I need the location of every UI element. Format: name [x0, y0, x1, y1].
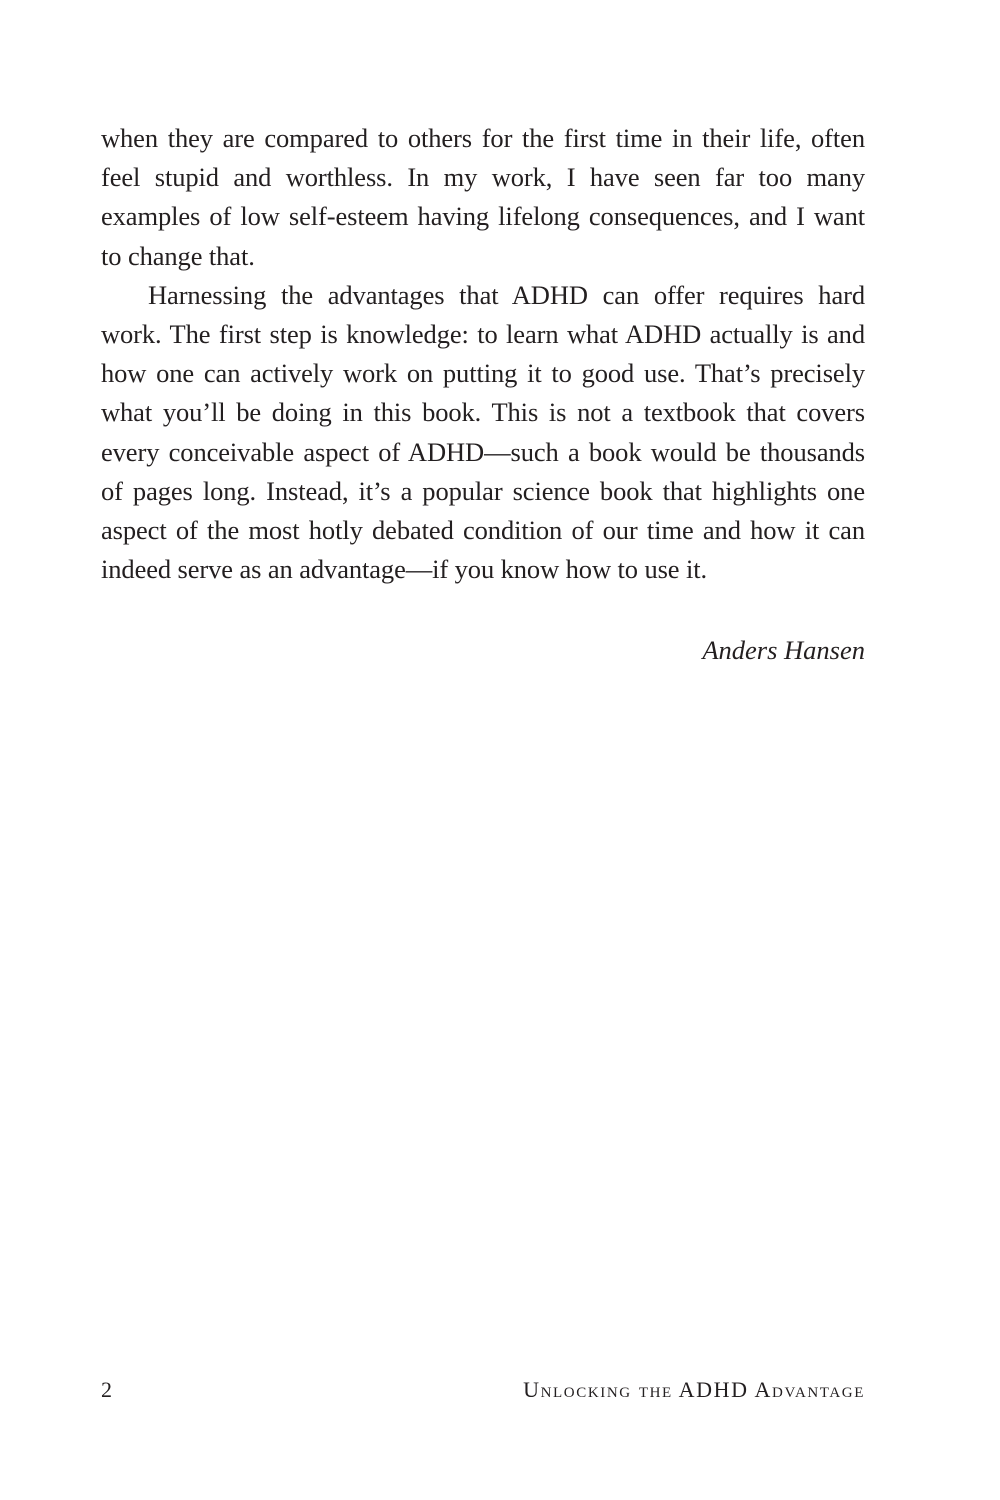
paragraph-continued: when they are compared to others for the first time in their life, often feel stupid and worthless. In my work, I have seen far too many examples of low self-esteem having lifelong consequences, and I want to change that. — [101, 123, 865, 271]
paragraph-harnessing: Harnessing the advantages that ADHD can offer requires hard work. The first step is knowledge: to learn what ADHD actually is and how one can actively work on putting it to good use. That’s precisely what you’ll be doing in this book. This is not a textbook that covers every conceivable aspect of ADHD—such a book would be thousands of pages long. Instead, it’s a popular science book that highlights one aspect of the most hotly debated condition of our time and how it can indeed serve as an advantage—if you know how to use it. — [101, 279, 865, 585]
author-signature: Anders Hansen — [702, 635, 865, 666]
page-number: 2 — [101, 1377, 112, 1402]
page-body — [101, 119, 865, 670]
running-title: Unlocking the ADHD Advantage — [523, 1377, 865, 1402]
